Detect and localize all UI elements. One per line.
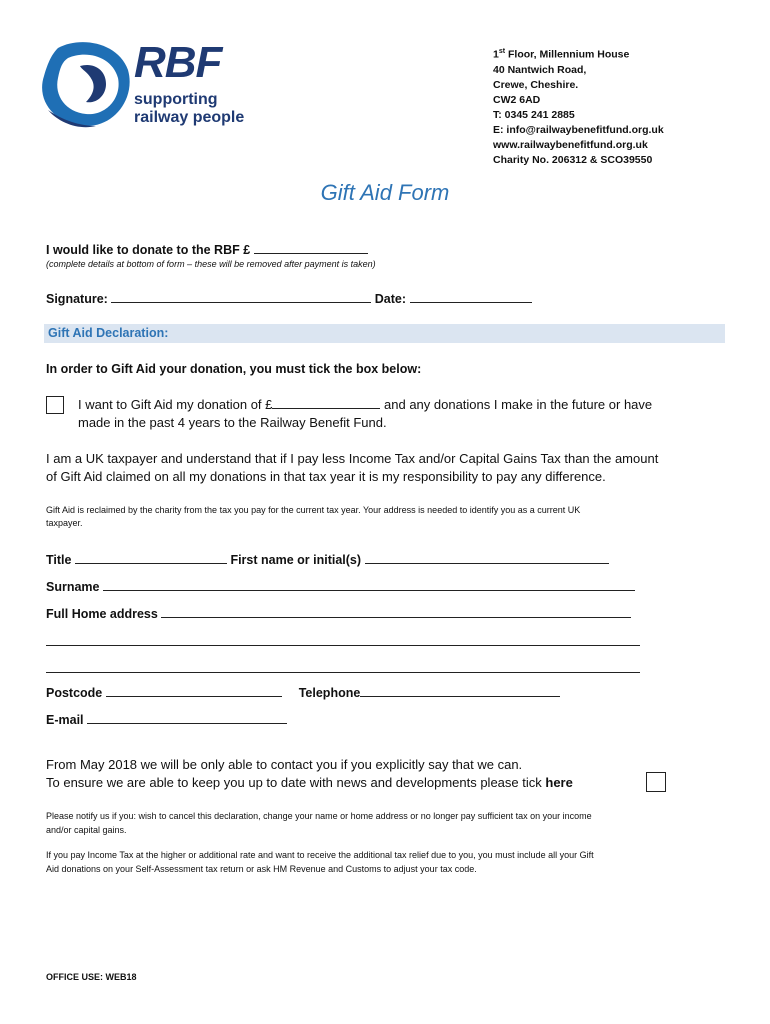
home-address-field-3[interactable]	[46, 672, 640, 673]
telephone-field[interactable]	[360, 684, 560, 697]
contact-consent-checkbox[interactable]	[646, 772, 666, 792]
contact-consent-text: From May 2018 we will be only able to contact you if you explicitly say that we can. To ensure we are able to keep you up to date with news and developments please tick here	[46, 757, 573, 790]
notify-note: Please notify us if you: wish to cancel this declaration, change your name or home address or no longer pay sufficient tax on your income and/or capital gains.	[46, 811, 592, 835]
first-name-field[interactable]	[365, 551, 609, 564]
address-phone: T: 0345 241 2885	[493, 108, 575, 121]
donate-amount-field[interactable]	[254, 241, 368, 254]
logo-tagline-1: supporting	[134, 91, 218, 108]
rbf-logo	[40, 40, 250, 140]
email-field[interactable]	[87, 711, 287, 724]
donate-row	[46, 241, 368, 257]
signature-row	[46, 290, 532, 306]
home-address-field-2[interactable]	[46, 645, 640, 646]
postcode-label: Postcode	[46, 686, 103, 700]
logo-tagline-2: railway people	[134, 109, 245, 126]
declaration-header: Gift Aid Declaration:	[48, 326, 169, 340]
first-name-label: First name or initial(s)	[230, 553, 362, 567]
surname-field[interactable]	[103, 578, 635, 591]
email-row	[46, 711, 287, 727]
postcode-row	[46, 684, 560, 700]
donate-note: (complete details at bottom of form – these will be removed after payment is taken)	[46, 259, 376, 269]
gift-aid-statement: I want to Gift Aid my donation of £ and any donations I make in the future or have made in the past 4 years to the Railway Benefit Fund.	[78, 397, 653, 430]
signature-label: Signature:	[46, 292, 108, 306]
office-use-code: OFFICE USE: WEB18	[46, 972, 137, 982]
title-row	[46, 551, 609, 567]
title-label: Title	[46, 553, 72, 567]
address-website[interactable]: www.railwaybenefitfund.org.uk	[493, 138, 648, 151]
charity-number: Charity No. 206312 & SCO39550	[493, 153, 653, 166]
gift-aid-checkbox[interactable]	[46, 396, 64, 414]
home-address-label: Full Home address	[46, 607, 158, 621]
address-email[interactable]: E: info@railwaybenefitfund.org.uk	[493, 123, 664, 136]
rbf-logo-mark-icon	[40, 40, 136, 130]
surname-label: Surname	[46, 580, 100, 594]
donate-label: I would like to donate to the RBF £	[46, 243, 251, 257]
form-title: Gift Aid Form	[320, 180, 450, 205]
address-line-1: 1st Floor, Millennium House	[493, 48, 630, 61]
logo-brand-text: RBF	[134, 38, 222, 87]
declaration-header-bar	[44, 324, 725, 343]
taxpayer-statement: I am a UK taxpayer and understand that if I pay less Income Tax and/or Capital Gains Tax than the amount of Gift Aid claimed on all my donations in that tax year it is my responsibility to pay any difference.	[46, 451, 659, 484]
address-line-4: CW2 6AD	[493, 93, 541, 106]
date-label: Date:	[374, 292, 407, 306]
title-field[interactable]	[75, 551, 227, 564]
signature-field[interactable]	[111, 290, 371, 303]
address-row	[46, 605, 631, 621]
telephone-label: Telephone	[298, 686, 361, 700]
gift-aid-small-note: Gift Aid is reclaimed by the charity from the tax you pay for the current tax year. Your address is needed to identify you as a current UK taxpayer.	[46, 505, 581, 528]
home-address-field-1[interactable]	[161, 605, 631, 618]
postcode-field[interactable]	[106, 684, 282, 697]
surname-row	[46, 578, 635, 594]
address-line-3: Crewe, Cheshire.	[493, 78, 579, 91]
declaration-instruction: In order to Gift Aid your donation, you must tick the box below:	[46, 362, 422, 376]
email-label: E-mail	[46, 713, 84, 727]
gift-aid-amount-field[interactable]	[272, 396, 380, 409]
address-line-2: 40 Nantwich Road,	[493, 63, 587, 76]
date-field[interactable]	[410, 290, 532, 303]
address-block	[493, 44, 664, 168]
higher-rate-note: If you pay Income Tax at the higher or additional rate and want to receive the additional tax relief due to you, you must include all your Gift Aid donations on your Self-Assessment tax return or ask HM Revenue and Customs to adjust your tax code.	[46, 850, 594, 874]
